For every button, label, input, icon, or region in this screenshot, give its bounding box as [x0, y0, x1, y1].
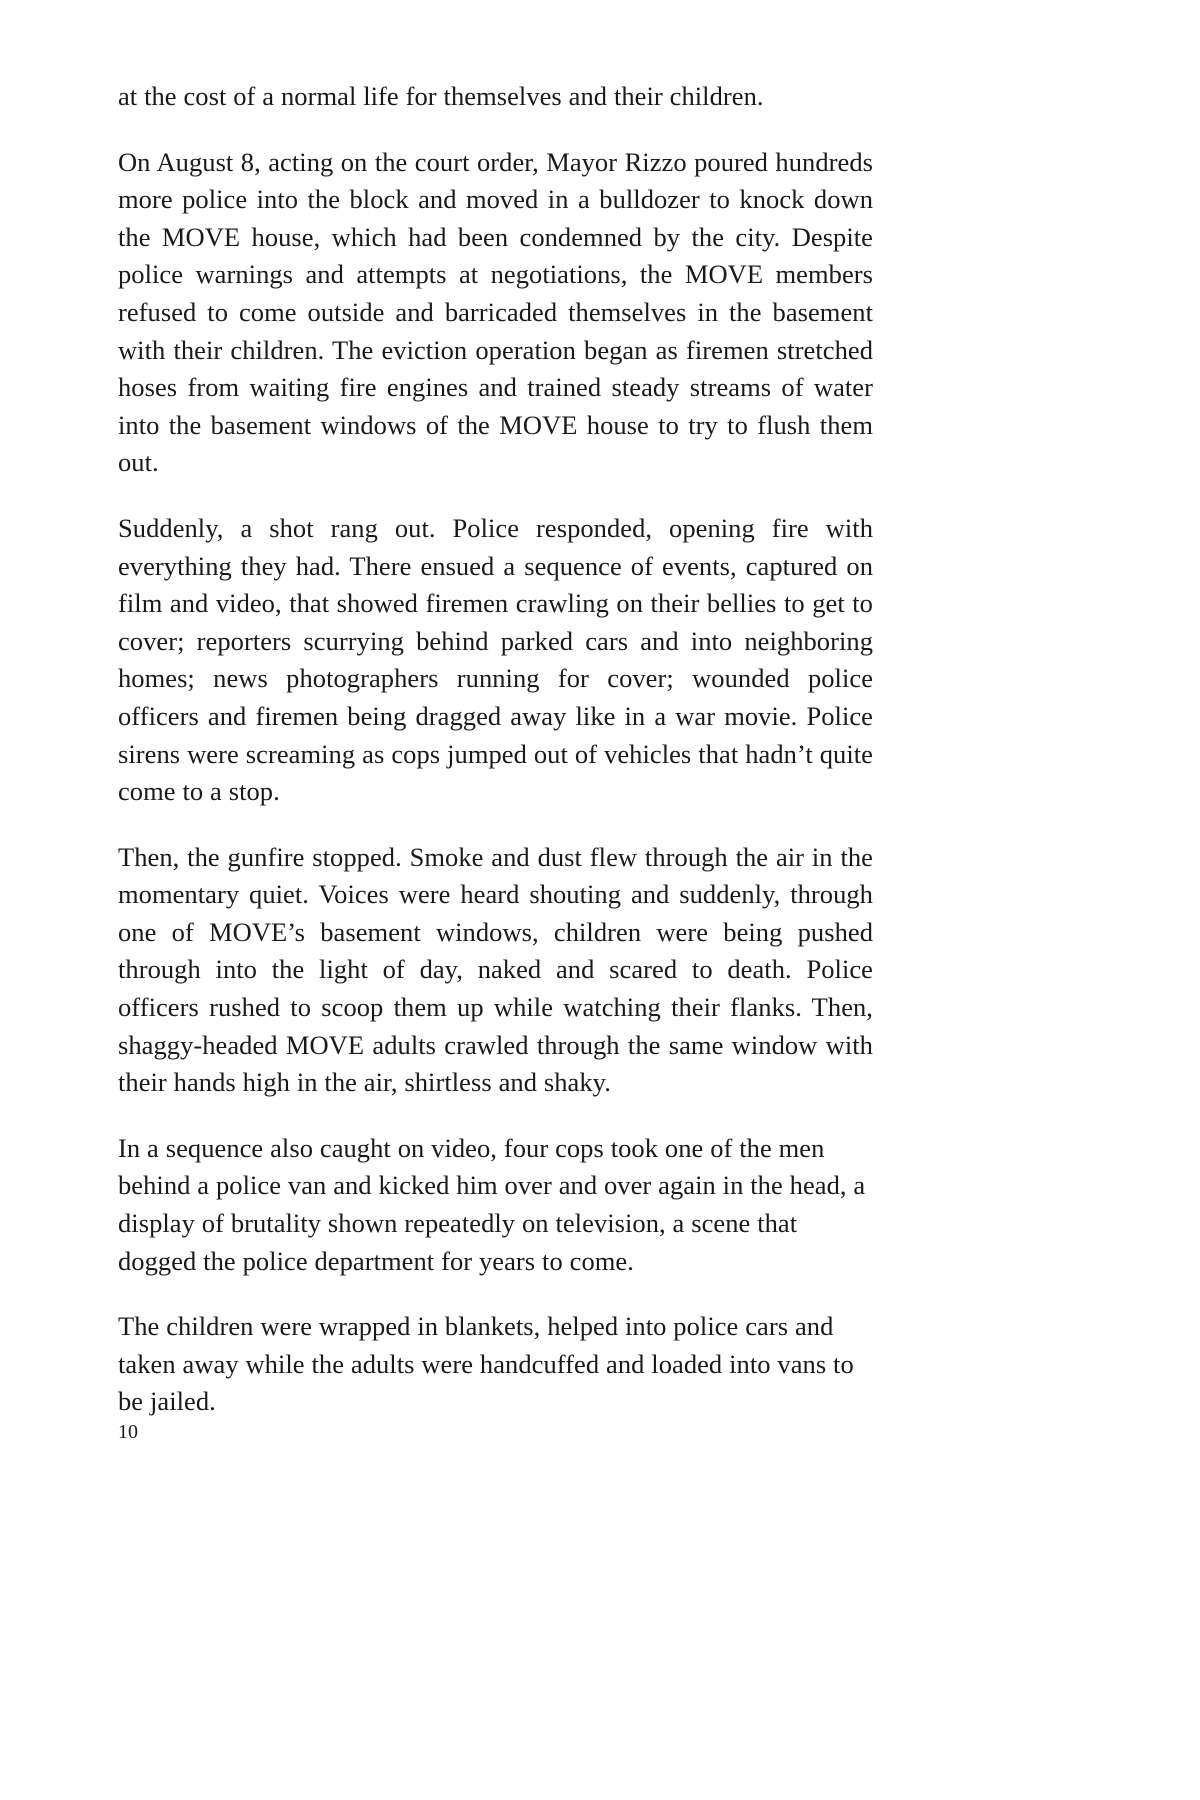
paragraph: In a sequence also caught on video, four cops took one of the men behind a police van and kicked him over and over again in the head, a display of brutality shown repeatedly on television, a scene that dogged the police department for years to come.	[118, 1132, 866, 1276]
paragraph: at the cost of a normal life for themselves and their children.	[118, 81, 764, 111]
paragraph: Suddenly, a shot rang out. Police responded, opening fire with everything they had. There ensued a sequence of events, captured on film and video, that showed firemen crawling on their bellies to get to cover; reporters scurrying behind parked cars and into neighboring homes; news photographers running for cover; wounded police officers and firemen being dragged away like in a war movie. Police sirens were screaming as cops jumped out of vehicles that hadn’t quite come to a stop.	[118, 512, 873, 807]
paragraph: On August 8, acting on the court order, Mayor Rizzo poured hundreds more police into the block and moved in a bulldozer to knock down the MOVE house, which had been condemned by the city. Despite police warnings and attempts at negotiations, the MOVE members refused to come outside and barricaded themselves in the basement with their children. The eviction operation began as firemen stretched hoses from waiting fire engines and trained steady streams of water into the basement windows of the MOVE house to try to flush them out.	[118, 146, 873, 478]
paragraph: The children were wrapped in blankets, helped into police cars and taken away while the adults were handcuffed and loaded into vans to be jailed.	[118, 1311, 854, 1417]
paragraph: Then, the gunfire stopped. Smoke and dust flew through the air in the momentary quiet. Voices were heard shouting and suddenly, through one of MOVE’s basement windows, children were being pushed through into the light of day, naked and scared to death. Police officers rushed to scoop them up while watching their flanks. Then, shaggy-headed MOVE adults crawled through the same window with their hands high in the air, shirtless and shaky.	[118, 841, 873, 1098]
page-body-text	[118, 78, 873, 1421]
page-number: 10	[118, 1421, 138, 1443]
